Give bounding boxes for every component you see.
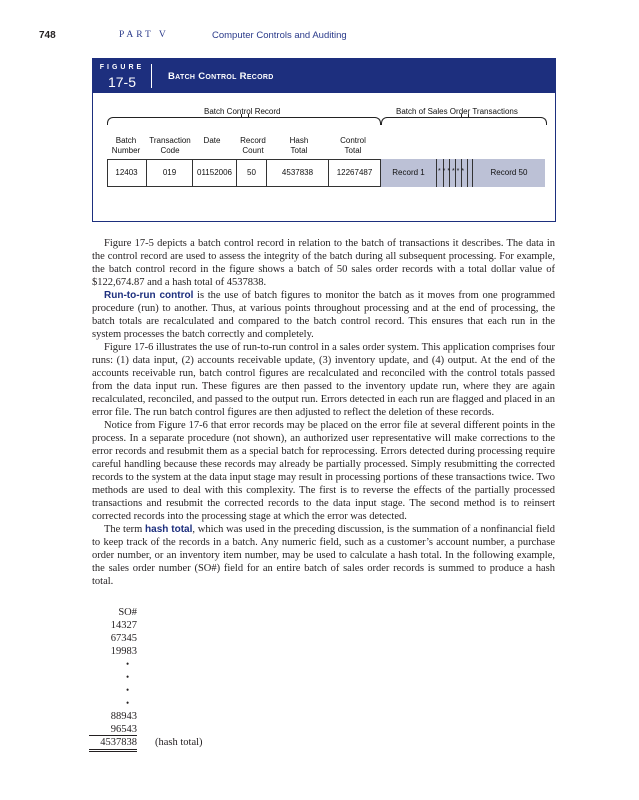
paragraph-1: Figure 17-5 depicts a batch control record in relation to the batch of transactions it describes. The data in the control record are used to assess the integrity of the batch during all subsequent processing. For example, the batch control record in the figure shows a batch of 50 sales order records with a total dollar value of $122,674.87 and a hash total of 4537838. xyxy=(92,238,555,288)
term-run-to-run-control: Run-to-run control xyxy=(104,290,194,301)
paragraph-5: The term hash total, which was used in the preceding discussion, is the summation of a nonfinancial field to keep track of the records in a batch. Any numeric field, such as a customer’s account number, a purchase order number, or an inventory item number, may be used to calculate a hash total. In the following example, the sales order number (SO#) field for an entire batch of sales order records is summed to produce a hash total. xyxy=(92,524,555,587)
figure-number: 17-5 xyxy=(107,74,137,90)
record-50: Record 50 xyxy=(473,159,545,187)
value-batch-number: 12403 xyxy=(107,159,147,187)
brace-transactions xyxy=(381,117,547,125)
value-control-total: 12267487 xyxy=(329,159,381,187)
value-hash-total: 4537838 xyxy=(267,159,329,187)
figure-word: FIGURE xyxy=(99,64,145,71)
value-date: 01152006 xyxy=(193,159,237,187)
ellipsis-dot: • xyxy=(126,685,130,695)
paragraph-4: Notice from Figure 17-6 that error records may be placed on the error file at several different points in the process. In a separate procedure (not shown), an authorized user representative will make corrections to the error records and resubmit them as a special batch for reprocessing. Errors detected during processing require careful handling because these records may already be partially processed. Simply resubmitting the corrected records to the system at the data input stage may result in processing portions of these transactions twice. Two methods are used to deal with this complexity. The first is to reverse the effects of the partially processed transactions and resubmit the corrected records to the data input stage. The second method is to reinsert corrected records into the processing stage at which the error was detected. xyxy=(92,420,555,522)
col-date: Date xyxy=(203,136,221,145)
so-value: 88943 xyxy=(110,711,137,722)
group-label-transactions: Batch of Sales Order Transactions xyxy=(396,107,518,116)
page-number: 748 xyxy=(39,30,56,41)
paragraph-2: Run-to-run control is the use of batch figures to monitor the batch as it moves from one programmed procedure (run) to another. Thus, at various points throughout processing and at the end of processing, the batch totals are recalculated and compared to the batch control record. This ensures that each run in the system processes the batch correctly and completely. xyxy=(92,290,555,340)
so-value: 67345 xyxy=(110,633,137,644)
figure-17-5 xyxy=(92,58,556,222)
so-hash-total: 4537838 xyxy=(89,735,137,752)
figure-label xyxy=(93,59,151,93)
value-record-count: 50 xyxy=(237,159,267,187)
figure-body xyxy=(93,93,555,221)
value-transaction-code: 019 xyxy=(147,159,193,187)
term-hash-total: hash total xyxy=(145,524,193,535)
brace-control-record xyxy=(107,117,381,125)
running-header xyxy=(39,30,609,44)
so-value: 19983 xyxy=(110,646,137,657)
figure-title: Batch Control Record xyxy=(168,71,274,82)
group-label-control-record: Batch Control Record xyxy=(204,107,281,116)
col-record-count: Record Count xyxy=(240,136,266,155)
col-transaction-code: Transaction Code xyxy=(149,136,191,155)
record-divider xyxy=(467,159,468,187)
ellipsis-dot: • xyxy=(126,672,130,682)
so-header: SO# xyxy=(118,607,137,618)
part-label: PART V xyxy=(119,30,169,40)
figure-title-bar xyxy=(93,59,555,93)
record-1: Record 1 xyxy=(381,159,437,187)
part-title: Computer Controls and Auditing xyxy=(212,30,347,41)
figure-divider xyxy=(151,64,152,88)
so-value: 14327 xyxy=(110,620,137,631)
hash-total-label: (hash total) xyxy=(155,737,203,748)
record-asterisks: * * * * * * xyxy=(438,168,465,175)
col-control-total: Control Total xyxy=(340,136,366,155)
col-hash-total: Hash Total xyxy=(289,136,309,155)
paragraph-3: Figure 17-6 illustrates the use of run-to-run control in a sales order system. This application comprises four runs: (1) data input, (2) accounts receivable update, (3) inventory update, and (4) output. At the end of the accounts receivable run, batch control figures are recalculated and reconciled with the control totals passed from the data input run. These figures are then passed to the inventory update run, where they are again recalculated, reconciled, and passed to the output run. Errors detected in each run are flagged and placed in an error file. The run batch control figures are then adjusted to reflect the deletion of these records. xyxy=(92,342,555,418)
ellipsis-dot: • xyxy=(126,659,130,669)
ellipsis-dot: • xyxy=(126,698,130,708)
col-batch-number: Batch Number xyxy=(111,136,141,155)
so-value: 96543 xyxy=(110,724,137,735)
body-text xyxy=(92,237,555,588)
